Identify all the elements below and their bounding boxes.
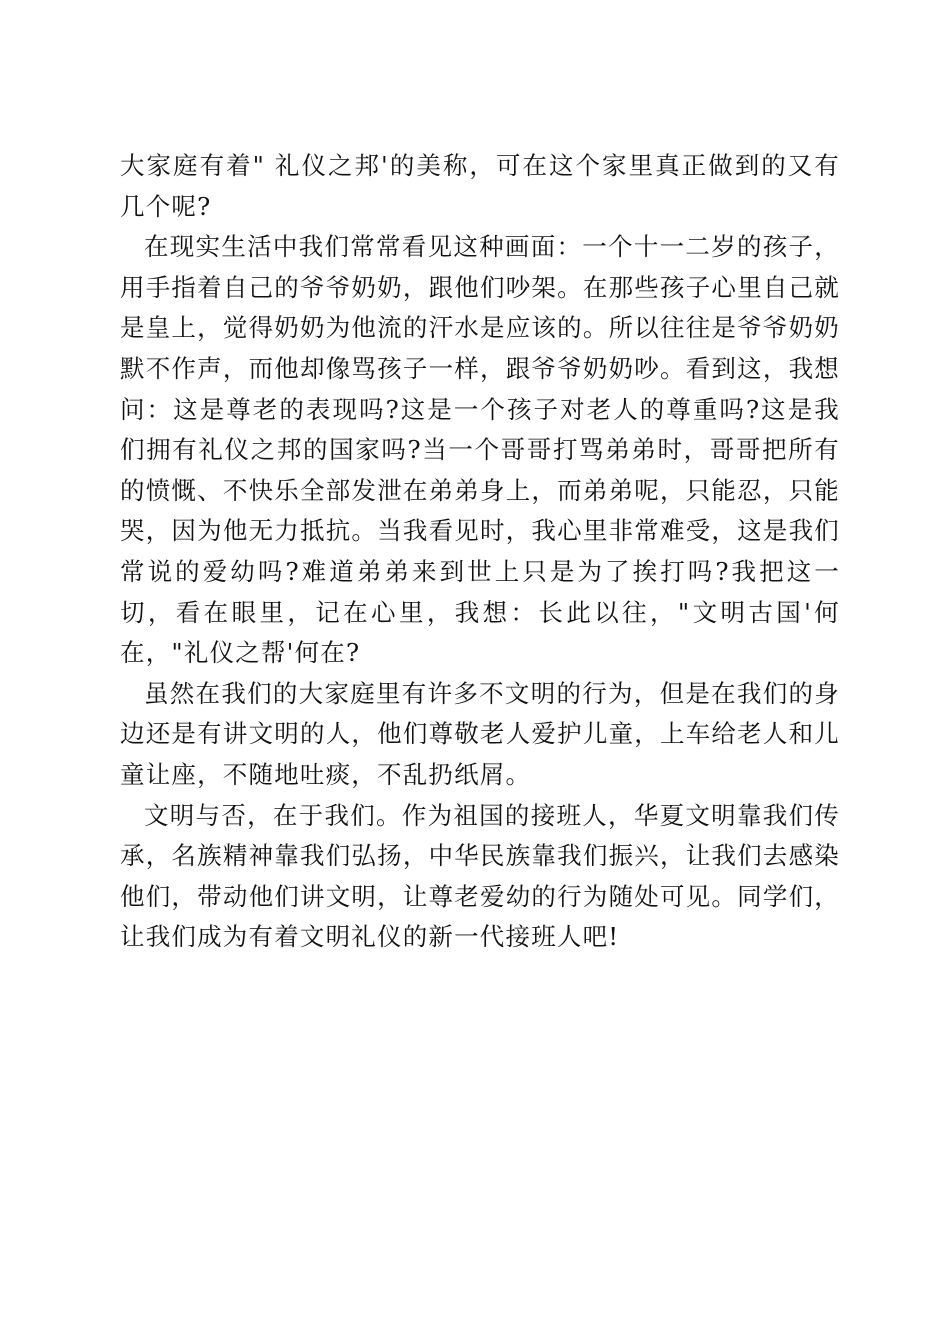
paragraph-observation: 在现实生活中我们常常看见这种画面：一个十一二岁的孩子，用手指着自己的爷爷奶奶，跟他们吵架。在那些孩子心里自己就是皇上，觉得奶奶为他流的汗水是应该的。所以往往是爷爷奶奶默不作声，而他却像骂孩子一样，跟爷爷奶奶吵。看到这，我想问：这是尊老的表现吗?这是一个孩子对老人的尊重吗?这是我们拥有礼仪之邦的国家吗?当一个哥哥打骂弟弟时，哥哥把所有的愤慨、不快乐全部发泄在弟弟身上，而弟弟呢，只能忍，只能哭，因为他无力抵抗。当我看见时，我心里非常难受，这是我们常说的爱幼吗?难道弟弟来到世上只是为了挨打吗?我把这一切，看在眼里，记在心里，我想：长此以往，"文明古国'何在，"礼仪之帮'何在?	[120, 232, 840, 668]
paragraph-intro: 大家庭有着" 礼仪之邦'的美称，可在这个家里真正做到的又有几个呢?	[120, 151, 840, 221]
paragraph-conclusion: 文明与否，在于我们。作为祖国的接班人，华夏文明靠我们传承，名族精神靠我们弘扬，中华民族靠我们振兴，让我们去感染他们，带动他们讲文明，让尊老爱幼的行为随处可见。同学们，让我们成为有着文明礼仪的新一代接班人吧!	[120, 800, 840, 952]
document-body	[120, 146, 840, 958]
paragraph-civilized-people: 虽然在我们的大家庭里有许多不文明的行为，但是在我们的身边还是有讲文明的人，他们尊敬老人爱护儿童，上车给老人和儿童让座，不随地吐痰，不乱扔纸屑。	[120, 678, 840, 789]
